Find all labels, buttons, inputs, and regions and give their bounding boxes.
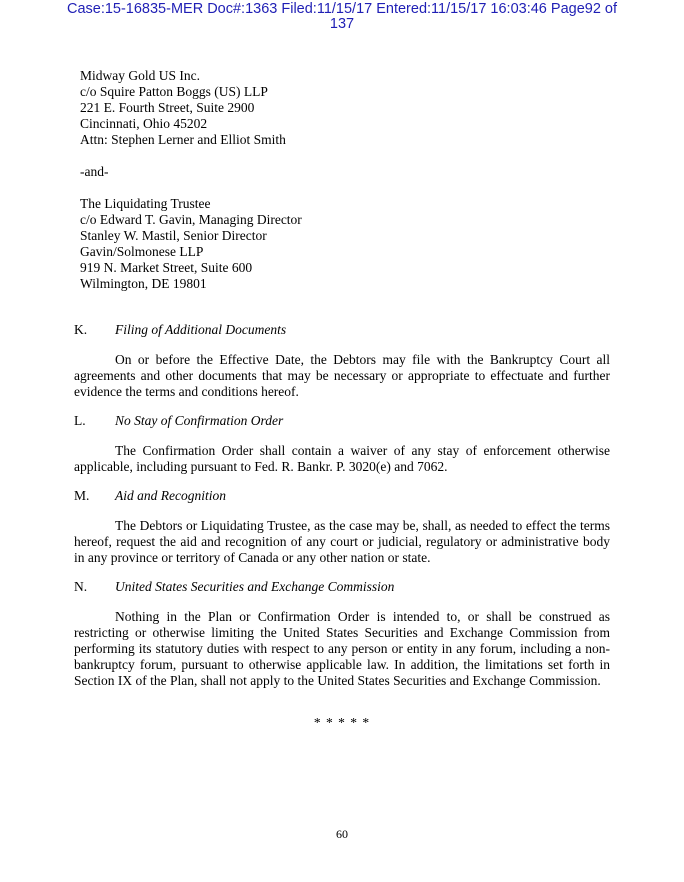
address-line: Gavin/Solmonese LLP xyxy=(80,244,204,259)
section-title: Aid and Recognition xyxy=(115,488,226,503)
address-block-trustee xyxy=(80,196,302,292)
end-of-section-mark: * * * * * xyxy=(313,715,371,730)
address-line: Stanley W. Mastil, Senior Director xyxy=(80,228,267,243)
section-heading-k xyxy=(74,322,286,338)
address-line: The Liquidating Trustee xyxy=(80,196,211,211)
section-title: Filing of Additional Documents xyxy=(115,322,287,337)
address-line: Cincinnati, Ohio 45202 xyxy=(80,116,208,131)
section-heading-m xyxy=(74,488,226,504)
section-body-k: On or before the Effective Date, the Debtors may file with the Bankruptcy Court all agreements and other documents that may be necessary or appropriate to effectuate and further evidence the terms and conditions hereof. xyxy=(74,352,610,399)
section-body-n: Nothing in the Plan or Confirmation Order is intended to, or shall be construed as restricting or otherwise limiting the United States Securities and Exchange Commission from performing its statutory duties with respect to any person or entity in any forum, including a non-bankruptcy forum, pursuant to otherwise applicable law. In addition, the limitations set forth in Section IX of the Plan, shall not apply to the United States Securities and Exchange Commission. xyxy=(74,609,610,688)
address-line: c/o Squire Patton Boggs (US) LLP xyxy=(80,84,268,99)
section-letter: M. xyxy=(74,488,90,503)
section-body-l: The Confirmation Order shall contain a waiver of any stay of enforcement otherwise applicable, including pursuant to Fed. R. Bankr. P. 3020(e) and 7062. xyxy=(74,443,610,474)
section-heading-l xyxy=(74,413,283,429)
court-filing-header xyxy=(0,2,684,32)
address-block-debtors xyxy=(80,68,286,148)
address-line: Midway Gold US Inc. xyxy=(80,68,200,83)
address-line: Attn: Stephen Lerner and Elliot Smith xyxy=(80,132,286,147)
section-title: No Stay of Confirmation Order xyxy=(115,413,284,428)
section-heading-n xyxy=(74,579,394,595)
filing-header-line-2: 137 xyxy=(329,16,355,32)
filing-header-line-1: Case:15-16835-MER Doc#:1363 Filed:11/15/17 Entered:11/15/17 16:03:46 Page92 of xyxy=(66,1,618,17)
address-line: 221 E. Fourth Street, Suite 2900 xyxy=(80,100,255,115)
section-body-m: The Debtors or Liquidating Trustee, as the case may be, shall, as needed to effect the terms hereof, request the aid and recognition of any court or judicial, regulatory or administrative body in any province or territory of Canada or any other nation or state. xyxy=(74,518,610,565)
page-number: 60 xyxy=(336,827,348,841)
address-line: c/o Edward T. Gavin, Managing Director xyxy=(80,212,302,227)
address-line: 919 N. Market Street, Suite 600 xyxy=(80,260,253,275)
section-letter: L. xyxy=(74,413,86,428)
section-letter: N. xyxy=(74,579,88,594)
section-letter: K. xyxy=(74,322,88,337)
section-title: United States Securities and Exchange Commission xyxy=(115,579,395,594)
and-separator: -and- xyxy=(80,164,109,179)
address-line: Wilmington, DE 19801 xyxy=(80,276,207,291)
